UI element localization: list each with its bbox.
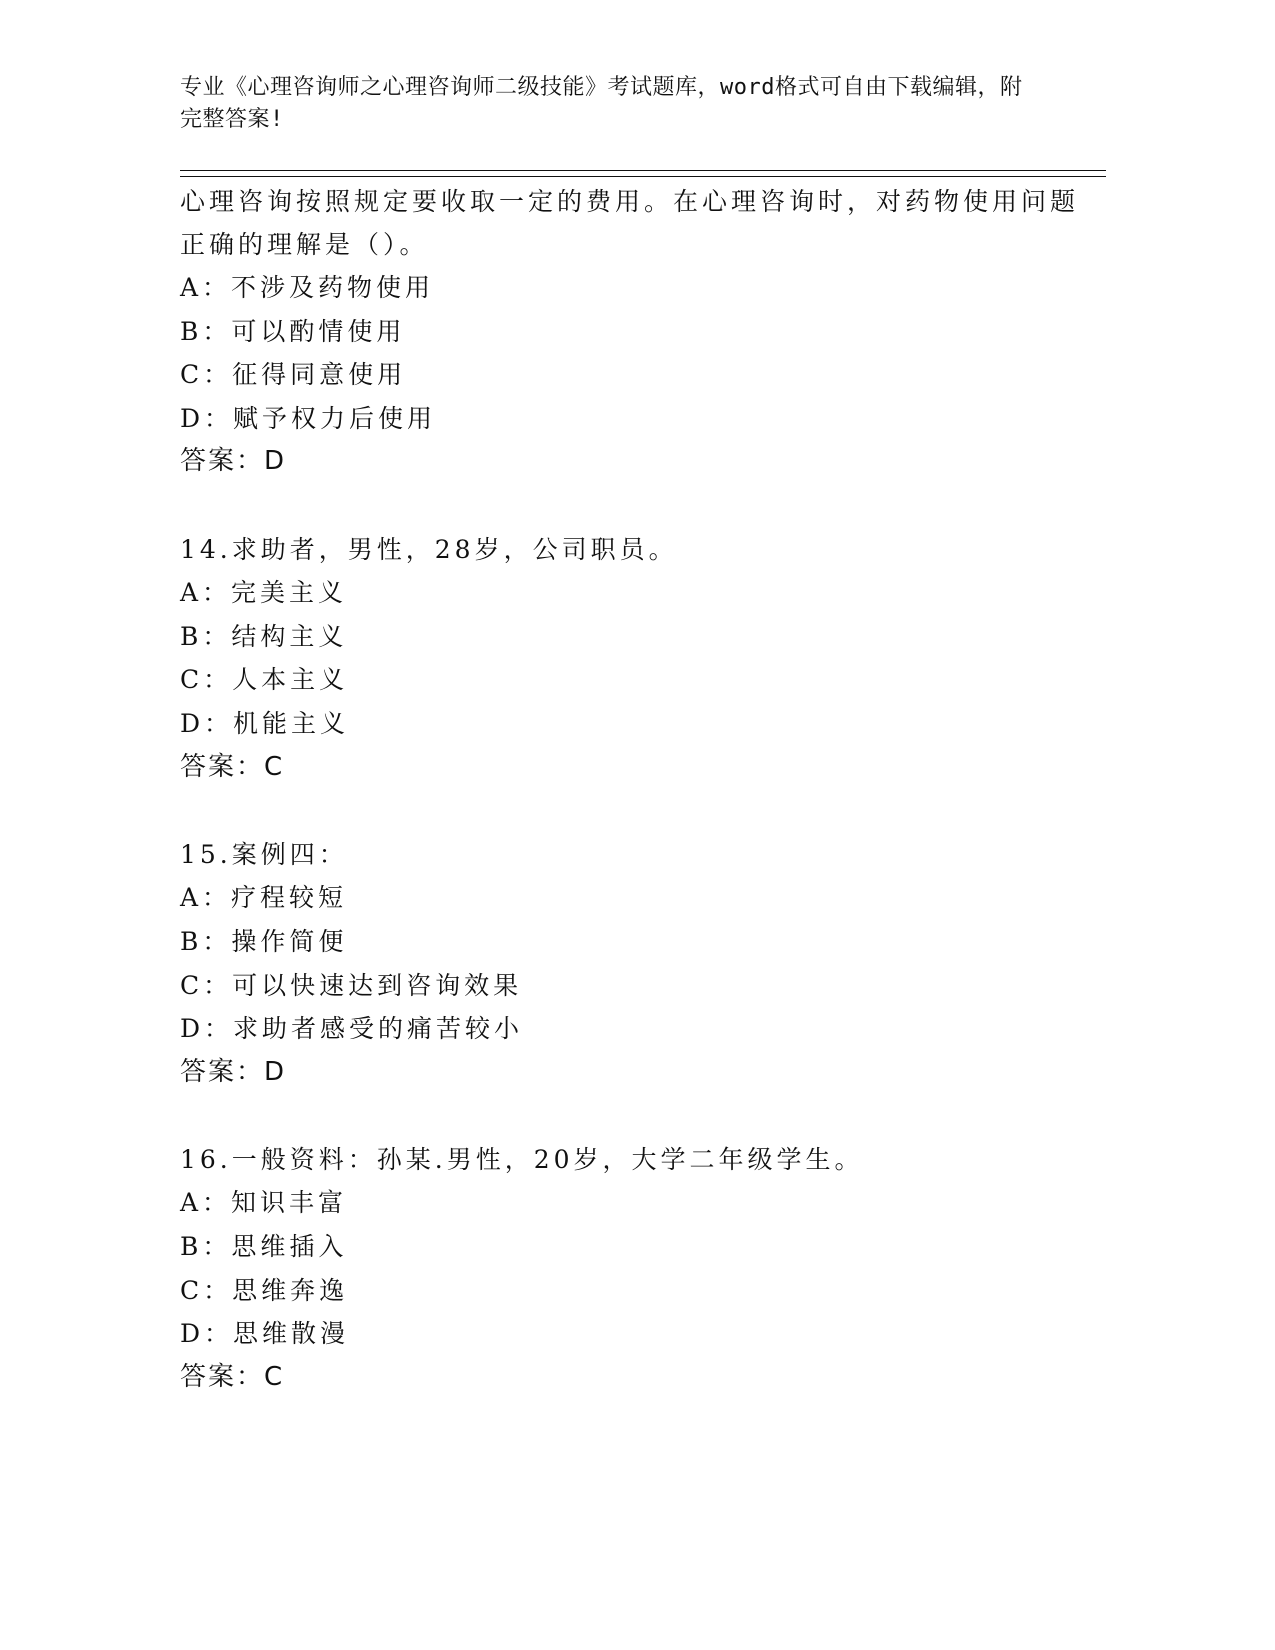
question-stem: 15.案例四： bbox=[180, 839, 348, 869]
option-b: B：操作简便 bbox=[180, 926, 348, 956]
question-stem: 心理咨询按照规定要收取一定的费用。在心理咨询时，对药物使用问题正确的理解是（）。 bbox=[180, 187, 1080, 259]
question-item bbox=[180, 1138, 1080, 1400]
option-c: C：征得同意使用 bbox=[180, 360, 407, 390]
option-a: A：疗程较短 bbox=[180, 883, 348, 913]
option-b: B：思维插入 bbox=[180, 1232, 348, 1262]
question-item bbox=[180, 833, 1080, 1095]
answer-line: 答案：C bbox=[180, 1361, 285, 1392]
question-list bbox=[180, 180, 1080, 1399]
header-divider-bottom bbox=[180, 176, 1106, 177]
answer-line: 答案：D bbox=[180, 1056, 287, 1087]
question-item bbox=[180, 180, 1080, 484]
question-stem: 16.一般资料：孙某.男性，20岁，大学二年级学生。 bbox=[180, 1144, 864, 1174]
header-divider-top bbox=[180, 170, 1106, 171]
spacer bbox=[180, 789, 1080, 833]
option-a: A：不涉及药物使用 bbox=[180, 273, 435, 302]
option-a: A：完美主义 bbox=[180, 578, 348, 608]
question-stem: 14.求助者，男性，28岁，公司职员。 bbox=[180, 534, 678, 564]
document-header bbox=[180, 72, 1040, 136]
option-d: D：赋予权力后使用 bbox=[180, 403, 437, 433]
header-text: 专业《心理咨询师之心理咨询师二级技能》考试题库，word格式可自由下载编辑，附完整答案! bbox=[180, 75, 1023, 132]
option-b: B：可以酌情使用 bbox=[180, 316, 406, 346]
answer-line: 答案：C bbox=[180, 751, 285, 782]
option-c: C：人本主义 bbox=[180, 665, 349, 695]
answer-line: 答案：D bbox=[180, 446, 287, 477]
option-c: C：思维奔逸 bbox=[180, 1275, 349, 1305]
option-c: C：可以快速达到咨询效果 bbox=[180, 970, 523, 1000]
option-d: D：思维散漫 bbox=[180, 1319, 350, 1349]
option-d: D：求助者感受的痛苦较小 bbox=[180, 1014, 524, 1044]
spacer bbox=[180, 484, 1080, 528]
option-a: A：知识丰富 bbox=[180, 1188, 348, 1218]
option-d: D：机能主义 bbox=[180, 708, 350, 738]
spacer bbox=[180, 1094, 1080, 1138]
question-item bbox=[180, 528, 1080, 790]
option-b: B：结构主义 bbox=[180, 621, 348, 651]
